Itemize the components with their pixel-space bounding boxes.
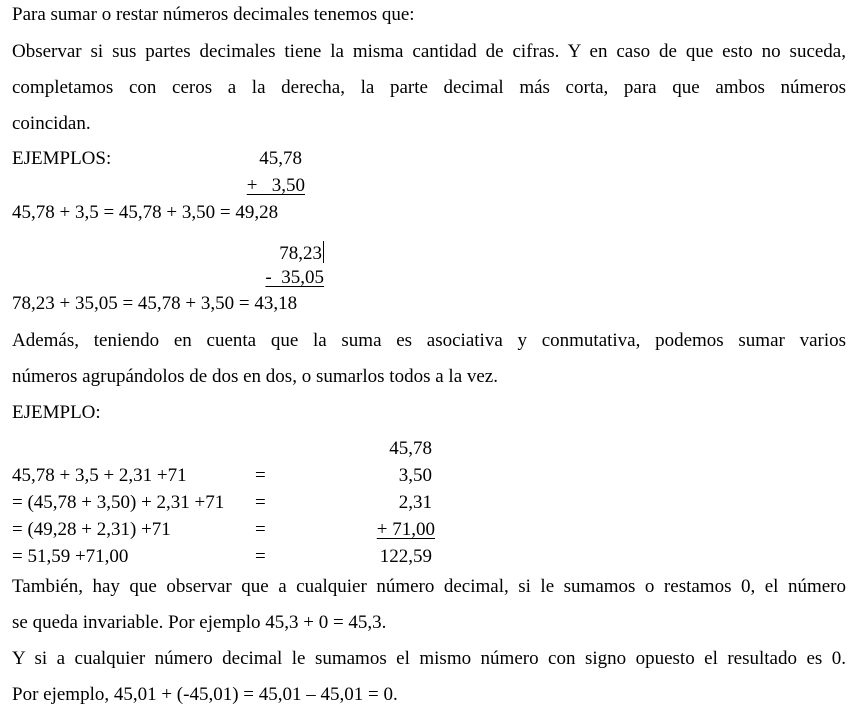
example3-expression-2: = (45,78 + 3,50) + 2,31 +71 xyxy=(12,492,225,513)
also-line-2: se queda invariable. Por ejemplo 45,3 + 0 = 45,3. xyxy=(12,612,387,633)
example1-top-number: 45,78 xyxy=(259,148,302,169)
example3-equals-2: = xyxy=(255,492,266,513)
example3-number-1: 3,50 xyxy=(398,465,432,486)
example2-equation: 78,23 + 35,05 = 45,78 + 3,50 = 43,18 xyxy=(12,293,298,314)
example3-equals-1: = xyxy=(255,465,266,486)
also-line-1: También, hay que observar que a cualquier número decimal, si le sumamos o restamos 0, el número xyxy=(12,576,846,597)
example3-expression-4: = 51,59 +71,00 xyxy=(12,546,129,567)
examples-heading: EJEMPLOS: xyxy=(12,148,112,169)
opposite-line-1: Y si a cualquier número decimal le sumamos el mismo número con signo opuesto el resultado es 0. xyxy=(12,648,846,669)
rule-line-3: coincidan. xyxy=(12,113,91,134)
rule-line-1: Observar si sus partes decimales tiene la misma cantidad de cifras. Y en caso de que esto no suceda, xyxy=(12,41,846,62)
example1-bottom-number: + 3,50 xyxy=(246,175,305,196)
example3-equals-4: = xyxy=(255,546,266,567)
example3-sum: 122,59 xyxy=(379,546,432,567)
example3-number-2: 2,31 xyxy=(398,492,432,513)
example2-top-value: 78,23 xyxy=(279,243,322,264)
example1-equation: 45,78 + 3,5 = 45,78 + 3,50 = 49,28 xyxy=(12,202,279,223)
rule-line-2: completamos con ceros a la derecha, la parte decimal más corta, para que ambos números xyxy=(12,77,846,98)
text-cursor xyxy=(323,241,324,263)
opposite-line-2: Por ejemplo, 45,01 + (-45,01) = 45,01 – 45,01 = 0. xyxy=(12,684,398,705)
example3-equals-3: = xyxy=(255,519,266,540)
example2-bottom-number: - 35,05 xyxy=(265,267,324,288)
example3-number-3: + 71,00 xyxy=(376,519,435,540)
intro-text: Para sumar o restar números decimales tenemos que: xyxy=(12,4,415,25)
example3-expression-1: 45,78 + 3,5 + 2,31 +71 xyxy=(12,465,187,486)
example2-top-number xyxy=(240,241,324,263)
example-heading: EJEMPLO: xyxy=(12,402,101,423)
associative-line-2: números agrupándolos de dos en dos, o sumarlos todos a la vez. xyxy=(12,366,498,387)
example3-expression-3: = (49,28 + 2,31) +71 xyxy=(12,519,171,540)
associative-line-1: Además, teniendo en cuenta que la suma es asociativa y conmutativa, podemos sumar varios xyxy=(12,330,846,351)
example3-first-addend: 45,78 xyxy=(389,438,432,459)
